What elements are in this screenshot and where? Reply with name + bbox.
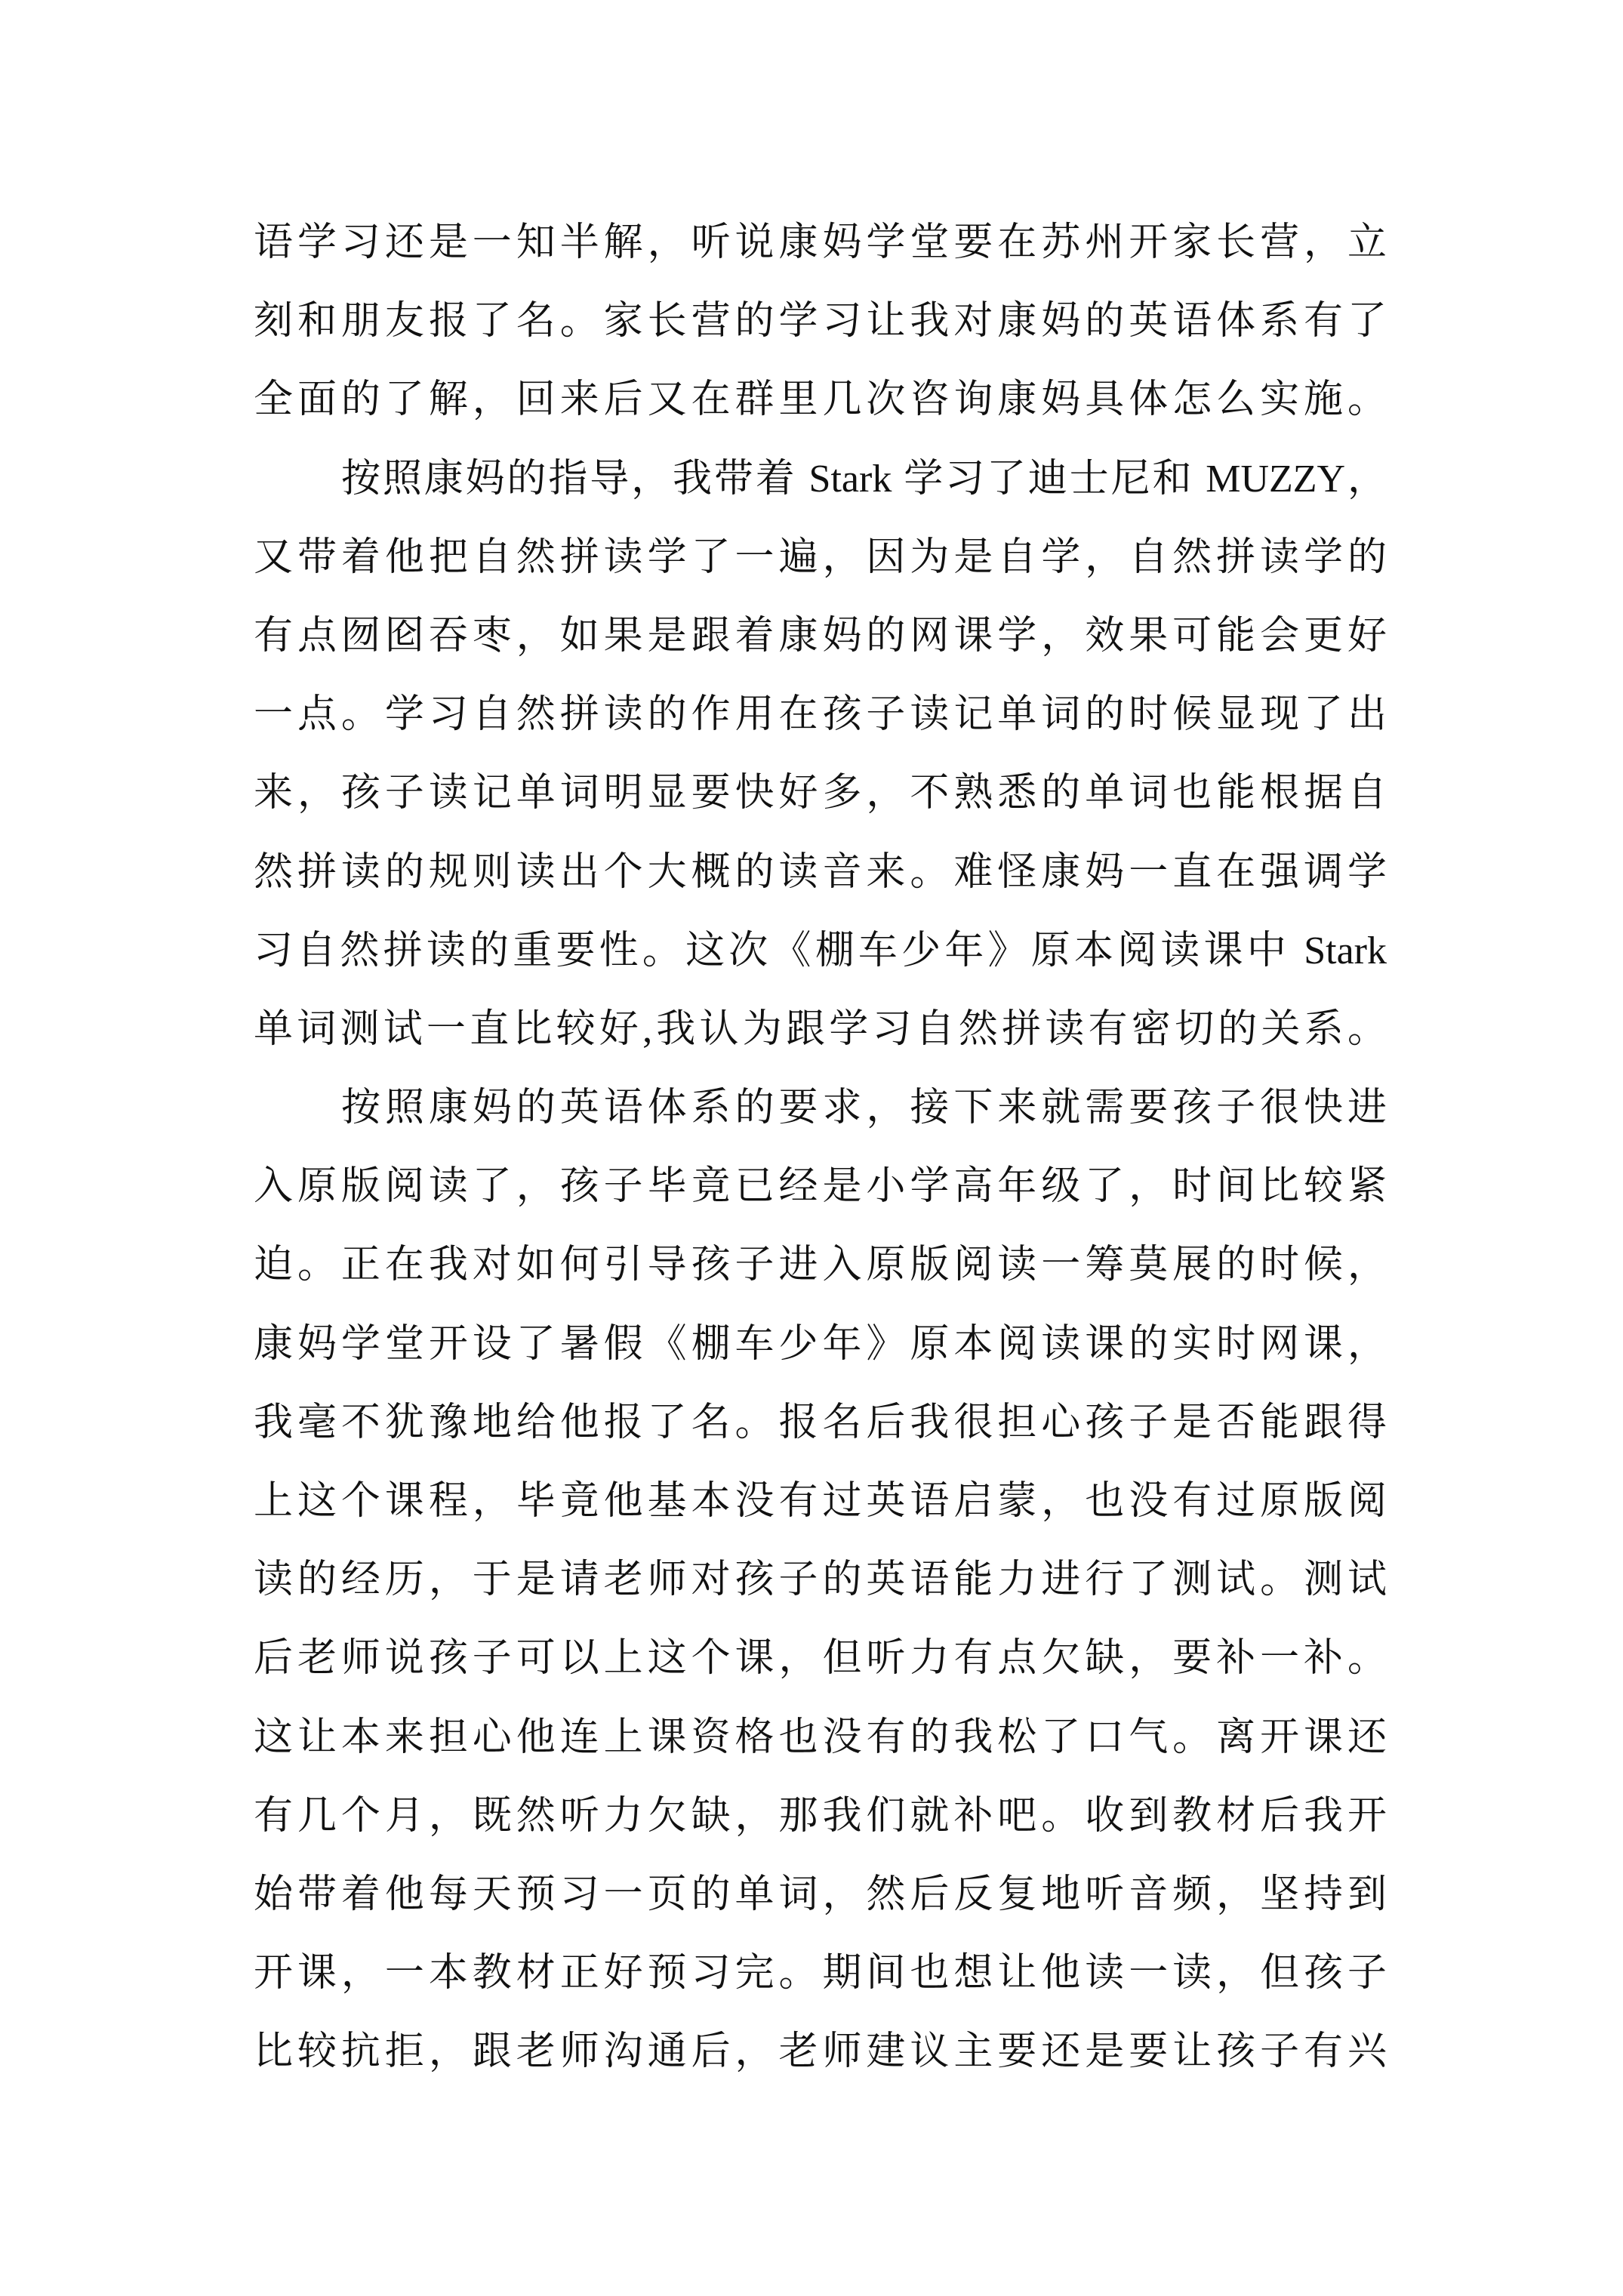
- text-line: 按照康妈的指导，我带着 Stark 学习了迪士尼和 MUZZY，: [341, 457, 1387, 501]
- text-line: 全面的了解，回来后又在群里几次咨询康妈具体怎么实施。: [254, 378, 1387, 422]
- text-line: 我毫不犹豫地给他报了名。报名后我很担心孩子是否能跟得: [254, 1401, 1387, 1444]
- text-line: 一点。学习自然拼读的作用在孩子读记单词的时候显现了出: [254, 693, 1387, 737]
- body-text: [254, 204, 1387, 2092]
- text-line: 语学习还是一知半解，听说康妈学堂要在苏州开家长营，立: [254, 221, 1387, 264]
- text-line: 习自然拼读的重要性。这次《棚车少年》原本阅读课中 Stark: [254, 929, 1387, 972]
- text-line: 康妈学堂开设了暑假《棚车少年》原本阅读课的实时网课，: [254, 1322, 1387, 1366]
- paragraph: [254, 1069, 1387, 2091]
- text-line: 迫。正在我对如何引导孩子进入原版阅读一筹莫展的时候，: [254, 1244, 1387, 1287]
- text-line: 刻和朋友报了名。家长营的学习让我对康妈的英语体系有了: [254, 300, 1387, 344]
- text-line: 这让本来担心他连上课资格也没有的我松了口气。离开课还: [254, 1715, 1387, 1759]
- text-line: 始带着他每天预习一页的单词，然后反复地听音频，坚持到: [254, 1872, 1387, 1916]
- text-line: 按照康妈的英语体系的要求，接下来就需要孩子很快进: [341, 1086, 1387, 1130]
- text-line: 有点囫囵吞枣，如果是跟着康妈的网课学，效果可能会更好: [254, 614, 1387, 658]
- text-line: 比较抗拒，跟老师沟通后，老师建议主要还是要让孩子有兴: [254, 2030, 1387, 2074]
- text-line: 读的经历，于是请老师对孩子的英语能力进行了测试。测试: [254, 1558, 1387, 1602]
- text-line: 入原版阅读了，孩子毕竟已经是小学高年级了，时间比较紧: [254, 1165, 1387, 1209]
- text-line: 来，孩子读记单词明显要快好多，不熟悉的单词也能根据自: [254, 772, 1387, 815]
- text-line: 有几个月，既然听力欠缺，那我们就补吧。收到教材后我开: [254, 1794, 1387, 1838]
- text-line: 上这个课程，毕竟他基本没有过英语启蒙，也没有过原版阅: [254, 1480, 1387, 1523]
- text-line: 单词测试一直比较好,我认为跟学习自然拼读有密切的关系。: [254, 1007, 1387, 1051]
- text-line: 然拼读的规则读出个大概的读音来。难怪康妈一直在强调学: [254, 850, 1387, 894]
- text-line: 开课，一本教材正好预习完。期间也想让他读一读，但孩子: [254, 1952, 1387, 1996]
- text-line: 后老师说孩子可以上这个课，但听力有点欠缺，要补一补。: [254, 1637, 1387, 1681]
- paragraph: [254, 440, 1387, 1070]
- paragraph: [254, 204, 1387, 440]
- text-line: 又带着他把自然拼读学了一遍，因为是自学，自然拼读学的: [254, 535, 1387, 579]
